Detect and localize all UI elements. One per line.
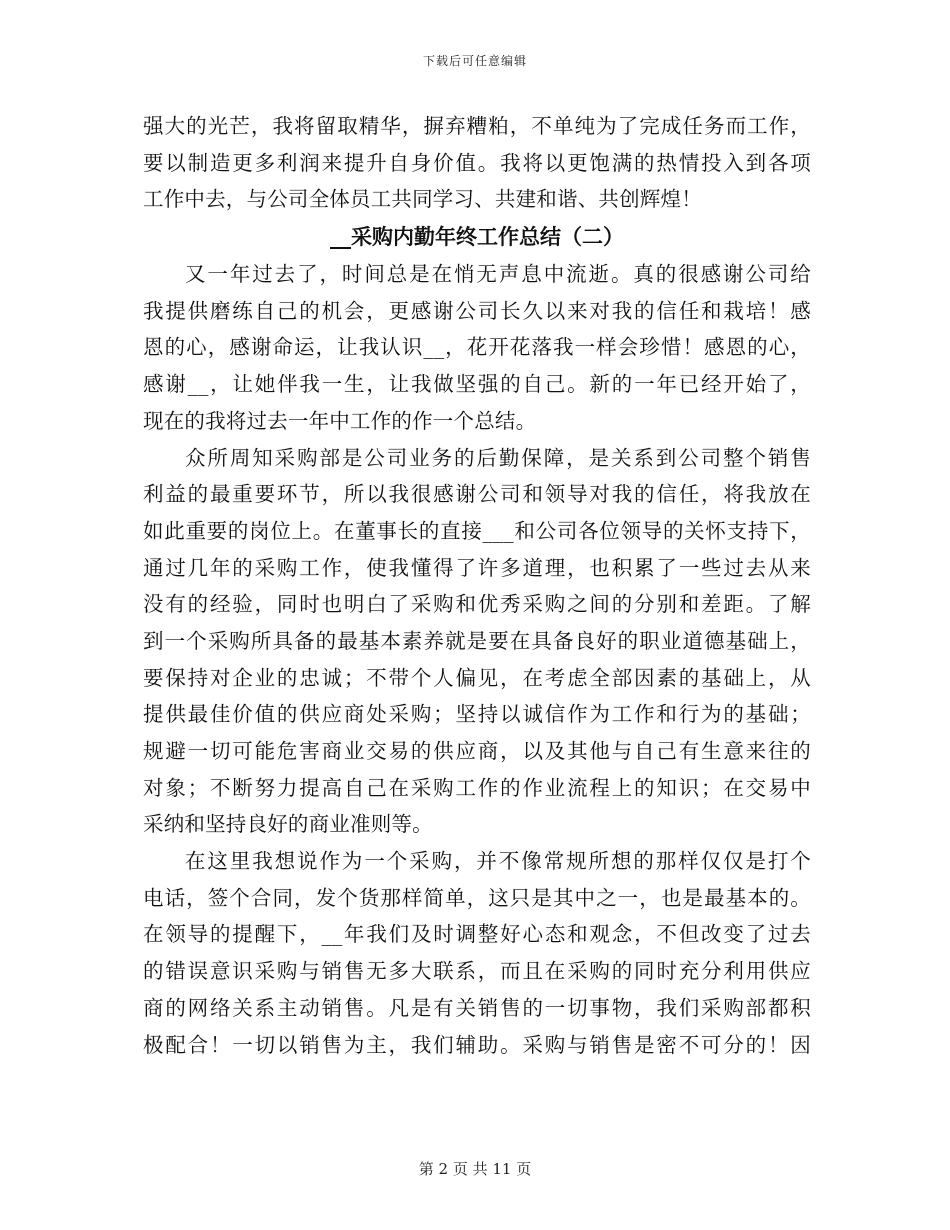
text-line: 众所周知采购部是公司业务的后勤保障，是关系到公司整个销售 xyxy=(185,445,811,470)
text-line: 商的网络关系主动销售。凡是有关销售的一切事物，我们采购部都积 xyxy=(143,995,811,1020)
text-line: 通过几年的采购工作，使我懂得了许多道理，也积累了一些过去从来 xyxy=(143,555,811,580)
text-line: 恩的心，感谢命运，让我认识__，花开花落我一样会珍惜！感恩的心， xyxy=(143,335,811,360)
text-line: 在这里我想说作为一个采购，并不像常规所想的那样仅仅是打个 xyxy=(185,849,811,874)
paragraph-4 xyxy=(143,843,811,1063)
section-title: __采购内勤年终工作总结（二） xyxy=(330,225,624,250)
text-line: 如此重要的岗位上。在董事长的直接___和公司各位领导的关怀支持下， xyxy=(143,518,811,543)
text-line: 要以制造更多利润来提升自身价值。我将以更饱满的热情投入到各项 xyxy=(143,150,811,175)
text-line: 强大的光芒，我将留取精华，摒弃糟粕，不单纯为了完成任务而工作， xyxy=(143,114,811,138)
paragraph-3 xyxy=(143,440,811,844)
text-line: 采纳和坚持良好的商业准则等。 xyxy=(143,812,433,837)
text-line: 现在的我将过去一年中工作的作一个总结。 xyxy=(143,408,537,433)
text-line: 极配合！一切以销售为主，我们辅助。采购与销售是密不可分的！因 xyxy=(143,1032,811,1057)
text-line: 在领导的提醒下，__年我们及时调整好心态和观念，不但改变了过去 xyxy=(143,922,811,947)
page-number-footer: 第 2 页 共 11 页 xyxy=(418,1160,532,1178)
page-header-note: 下载后可任意编辑 xyxy=(422,54,527,68)
text-line: 又一年过去了，时间总是在悄无声息中流逝。真的很感谢公司给 xyxy=(185,262,811,287)
text-line: 电话，签个合同，发个货那样简单，这只是其中之一，也是最基本的。 xyxy=(143,885,811,910)
text-line: 到一个采购所具备的最基本素养就是要在具备良好的职业道德基础上， xyxy=(143,628,811,653)
text-line: 提供最佳价值的供应商处采购；坚持以诚信作为工作和行为的基础； xyxy=(143,702,811,727)
text-line: 要保持对企业的忠诚；不带个人偏见，在考虑全部因素的基础上，从 xyxy=(143,665,811,690)
paragraph-1 xyxy=(143,108,811,218)
text-line: 的错误意识采购与销售无多大联系，而且在采购的同时充分利用供应 xyxy=(143,959,811,984)
paragraph-2 xyxy=(143,256,811,439)
text-line: 没有的经验，同时也明白了采购和优秀采购之间的分别和差距。了解 xyxy=(143,592,811,617)
text-line: 对象；不断努力提高自己在采购工作的作业流程上的知识；在交易中 xyxy=(143,775,811,800)
text-line: 我提供磨练自己的机会，更感谢公司长久以来对我的信任和栽培！感 xyxy=(143,298,811,323)
document-body xyxy=(143,108,811,1063)
text-line: 感谢__，让她伴我一生，让我做坚强的自己。新的一年已经开始了， xyxy=(143,372,811,397)
text-line: 利益的最重要环节，所以我很感谢公司和领导对我的信任，将我放在 xyxy=(143,482,811,507)
text-line: 工作中去，与公司全体员工共同学习、共建和谐、共创辉煌！ xyxy=(143,187,702,212)
text-line: 规避一切可能危害商业交易的供应商，以及其他与自己有生意来往的 xyxy=(143,739,811,763)
